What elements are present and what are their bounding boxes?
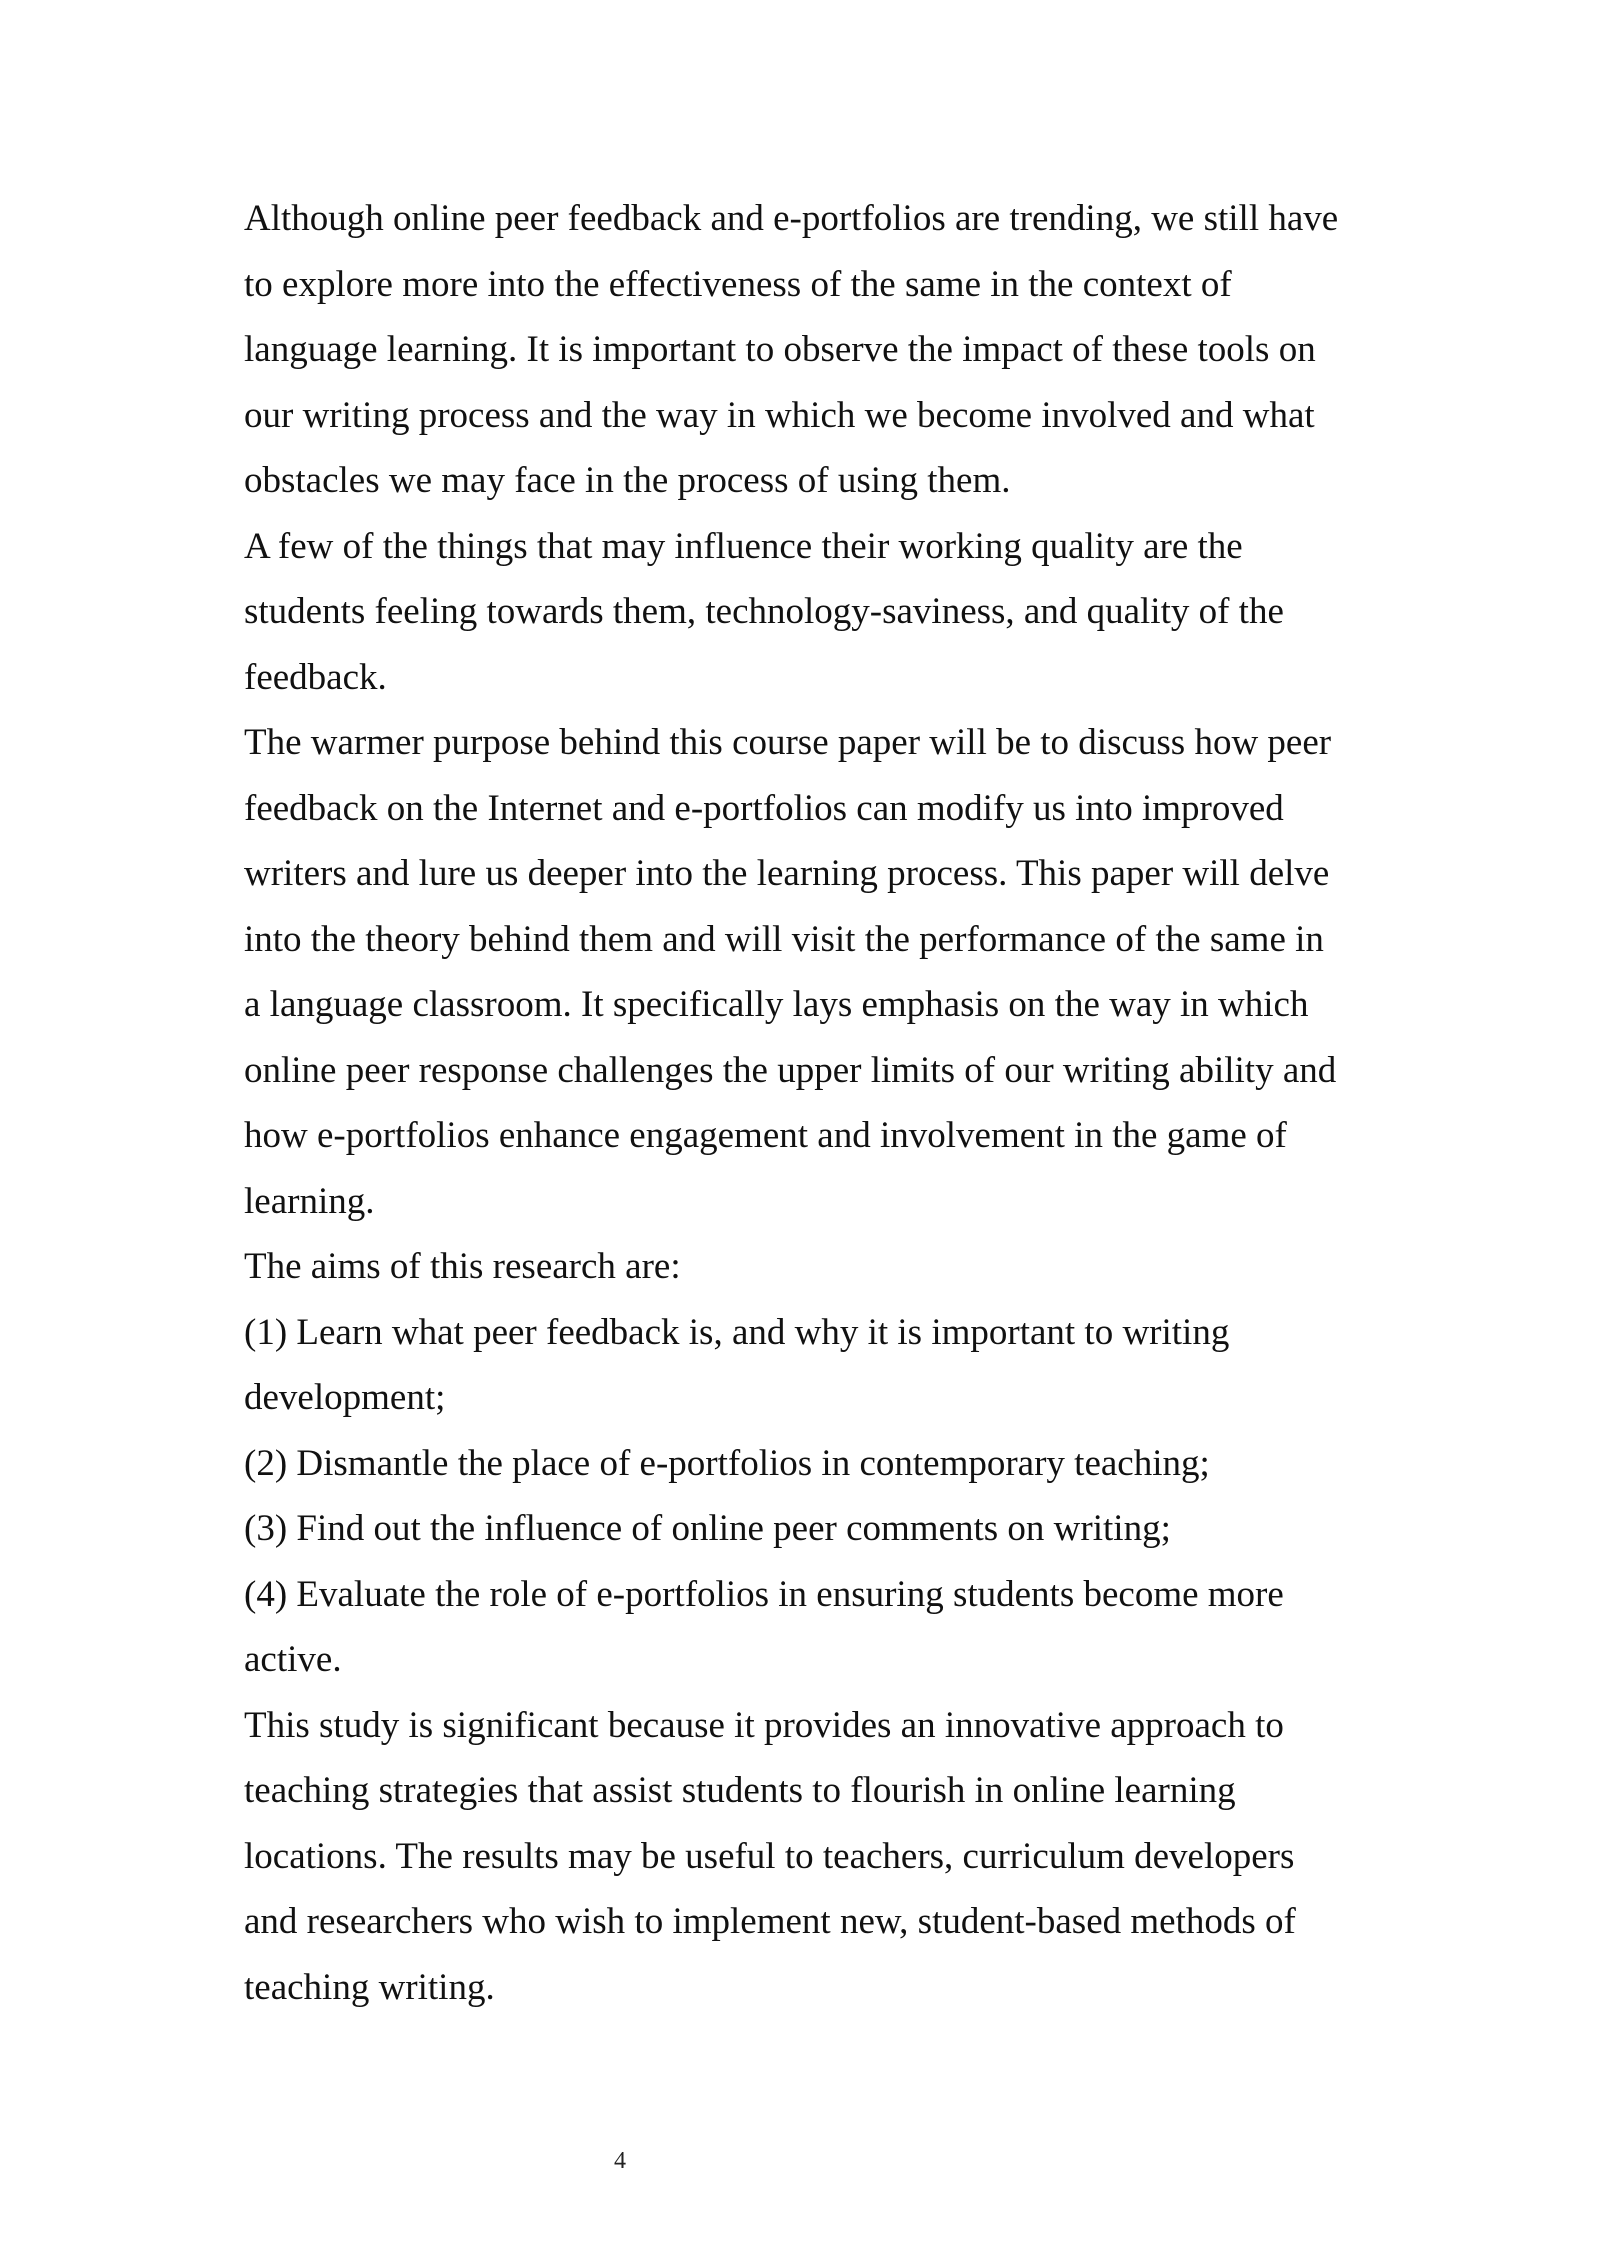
text-line: A few of the things that may influence their working quality are the [244, 525, 1243, 567]
text-line: The warmer purpose behind this course paper will be to discuss how peer [244, 722, 1332, 763]
text-line: obstacles we may face in the process of using them. [244, 460, 1011, 501]
page-number: 4 [614, 2148, 626, 2174]
text-line: This study is significant because it provides an innovative approach to [244, 1704, 1284, 1746]
text-line: development; [244, 1377, 446, 1418]
text-line: a language classroom. It specifically lays emphasis on the way in which [244, 984, 1309, 1025]
text-line: into the theory behind them and will visit the performance of the same in [244, 918, 1324, 960]
text-line: learning. [244, 1180, 375, 1222]
text-line: active. [244, 1639, 342, 1680]
text-line: online peer response challenges the upper limits of our writing ability and [244, 1049, 1337, 1091]
text-line: (2) Dismantle the place of e-portfolios in contemporary teaching; [244, 1442, 1210, 1484]
text-line: (3) Find out the influence of online peer comments on writing; [244, 1508, 1171, 1549]
text-line: language learning. It is important to observe the impact of these tools on [244, 329, 1316, 370]
text-line: (1) Learn what peer feedback is, and why it is important to writing [244, 1311, 1230, 1353]
text-line: students feeling towards them, technology-saviness, and quality of the [244, 591, 1284, 632]
text-line: to explore more into the effectiveness of the same in the context of [244, 263, 1232, 305]
text-line: The aims of this research are: [244, 1246, 681, 1287]
text-line: (4) Evaluate the role of e-portfolios in ensuring students become more [244, 1573, 1284, 1615]
text-line: how e-portfolios enhance engagement and involvement in the game of [244, 1115, 1287, 1156]
text-line: Although online peer feedback and e-portfolios are trending, we still have [244, 198, 1339, 239]
text-line: and researchers who wish to implement new, student-based methods of [244, 1901, 1296, 1942]
text-line: locations. The results may be useful to teachers, curriculum developers [244, 1835, 1295, 1877]
text-line: feedback on the Internet and e-portfolios can modify us into improved [244, 787, 1284, 829]
text-line: our writing process and the way in which we become involved and what [244, 394, 1315, 436]
text-line: teaching writing. [244, 1966, 495, 2008]
text-line: feedback. [244, 656, 387, 698]
text-line: writers and lure us deeper into the learning process. This paper will delve [244, 853, 1330, 894]
text-line: teaching strategies that assist students to flourish in online learning [244, 1770, 1236, 1811]
body-text [244, 186, 1394, 2020]
